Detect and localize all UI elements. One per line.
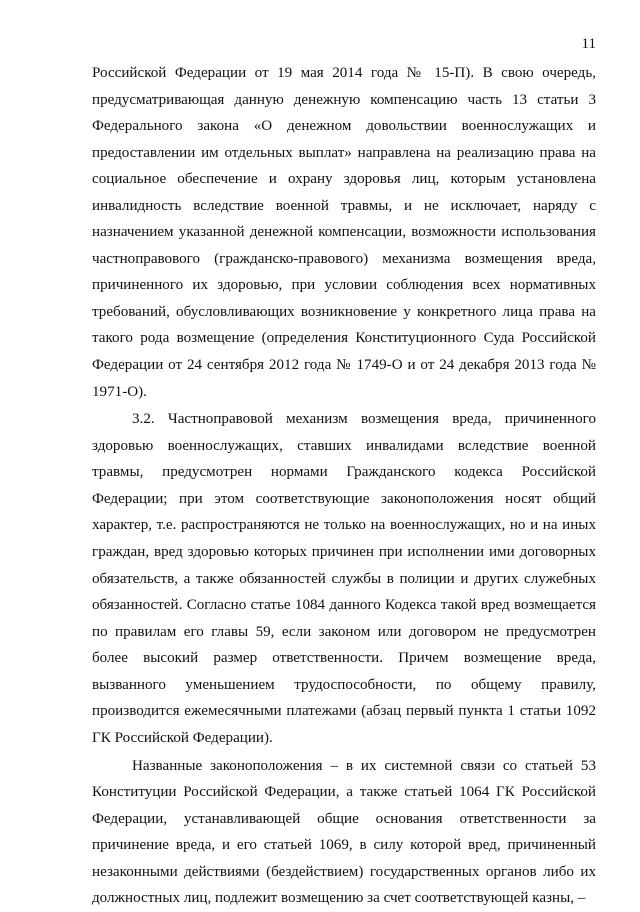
paragraph-section-3-2: 3.2. Частноправовой механизм возмещения вреда, причиненного здоровью военнослужащих, ставших инвалидами вследствие военной травмы, предусмотрен нормами Гражданского кодекса Российской Федерации; при этом соответствующие законоположения носят общий характер, т.е. распространяются не только на военнослужащих, но и на иных граждан, вред здоровью которых причинен при исполнении ими договорных обязательств, а также обязанностей службы в полиции и других служебных обязанностей. Согласно статье 1084 данного Кодекса такой вред возмещается по правилам его главы 59, если законом или договором не предусмотрен более высокий размер ответственности. Причем возмещение вреда, вызванного уменьшением трудоспособности, по общему правилу, производится ежемесячными платежами (абзац первый пункта 1 статьи 1092 ГК Российской Федерации).	[92, 411, 596, 746]
document-body	[92, 60, 596, 912]
paragraph-continuation: Российской Федерации от 19 мая 2014 года № 15-П). В свою очередь, предусматривающая данную денежную компенсацию часть 13 статьи 3 Федерального закона «О денежном довольствии военнослужащих и предоставлении им отдельных выплат» направлена на реализацию права на социальное обеспечение и охрану здоровья лиц, которым установлена инвалидность вследствие военной травмы, и не исключает, наряду с назначением указанной денежной компенсации, возможности использования частноправового (гражданско-правового) механизма возмещения вреда, причиненного их здоровью, при условии соблюдения всех нормативных требований, обусловливающих возникновение у конкретного лица права на такого рода возмещение (определения Конституционного Суда Российской Федерации от 24 сентября 2012 года № 1749-О и от 24 декабря 2013 года № 1971-О).	[92, 65, 596, 400]
page-number: 11	[581, 36, 596, 52]
paragraph-named-provisions: Названные законоположения – в их системной связи со статьей 53 Конституции Российской Федерации, а также статьей 1064 ГК Российской Федерации, устанавливающей общие основания ответственности за причинение вреда, и его статьей 1069, в силу которой вред, причиненный незаконными действиями (бездействием) государственных органов либо их должностных лиц, подлежит возмещению за счет соответствующей казны, –	[92, 757, 596, 907]
